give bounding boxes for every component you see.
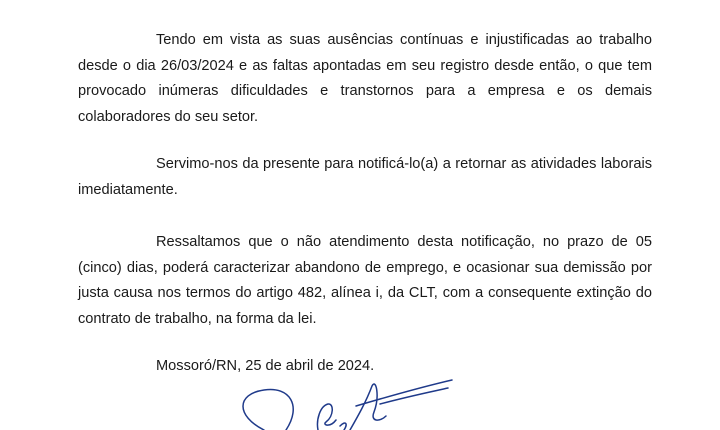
paragraph-absences xyxy=(78,28,652,130)
paragraph-warning xyxy=(78,230,652,332)
place-date: Mossoró/RN, 25 de abril de 2024. xyxy=(156,358,375,374)
handwritten-signature xyxy=(230,376,460,430)
paragraph-notification xyxy=(78,152,652,203)
paragraph-warning-text: Ressaltamos que o não atendimento desta notificação, no prazo de 05 (cinco) dias, poderá caracterizar abandono de emprego, e ocasionar sua demissão por justa causa nos termos do artigo 482, alínea i, da CLT, com a consequente extinção do contrato de trabalho, na forma da lei. xyxy=(78,234,652,327)
paragraph-absences-text: Tendo em vista as suas ausências contínuas e injustificadas ao trabalho desde o dia 26/03/2024 e as faltas apontadas em seu registro desde então, o que tem provocado inúmeras dificuldades e transtornos para a empresa e os demais colaboradores do seu setor. xyxy=(78,32,652,125)
paragraph-notification-text: Servimo-nos da presente para notificá-lo(a) a retornar as atividades laborais imediatamente. xyxy=(78,156,652,198)
